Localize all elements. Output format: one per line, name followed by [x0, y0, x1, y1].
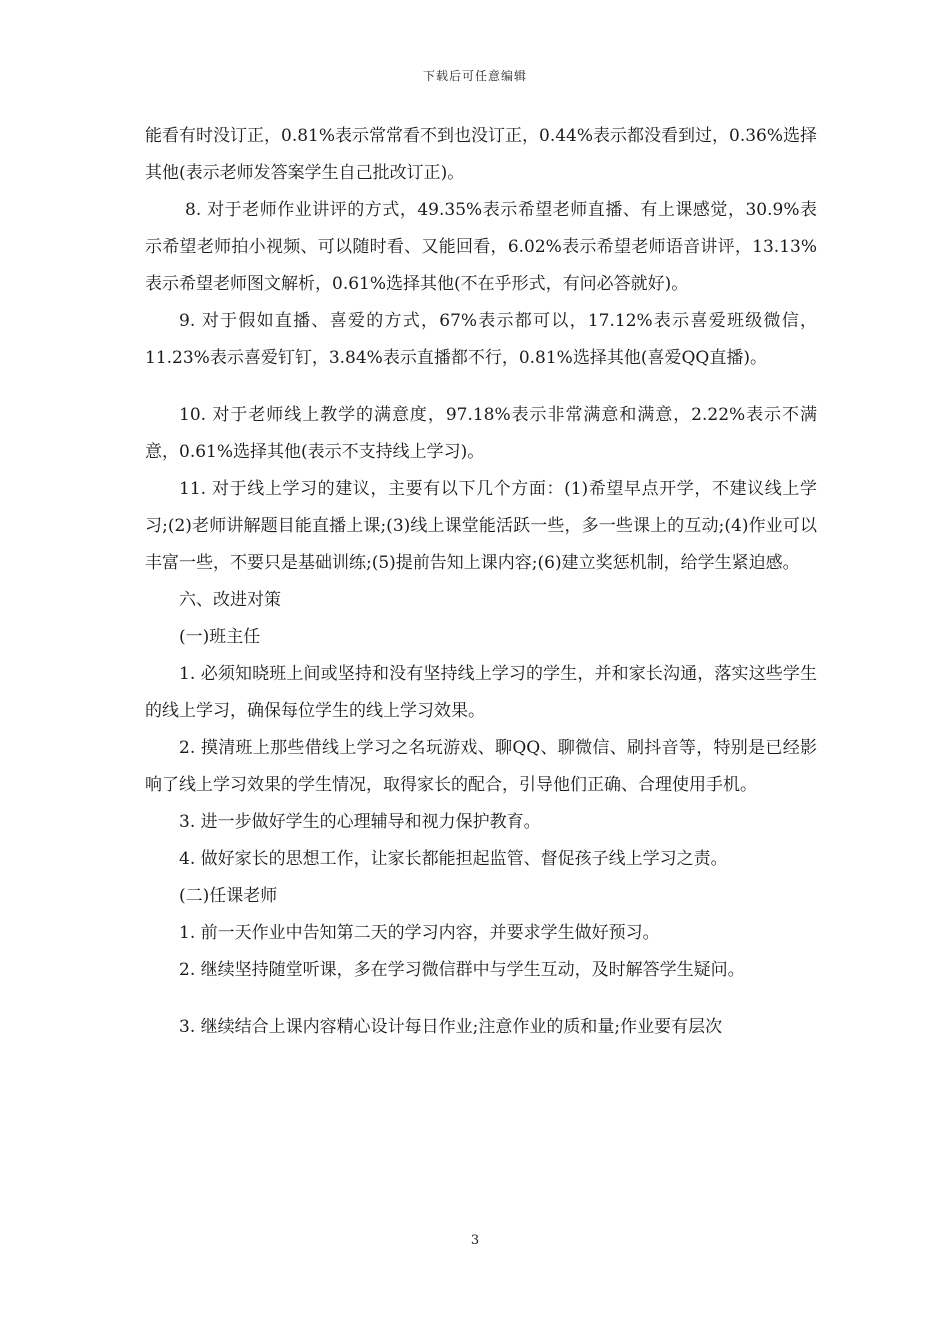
paragraph-subject-item-3: 3. 继续结合上课内容精心设计每日作业;注意作业的质和量;作业要有层次 — [179, 1017, 723, 1037]
paragraph-continuation: 能看有时没订正，0.81%表示常常看不到也没订正，0.44%表示都没看到过，0.36%选择其他(表示老师发答案学生自己批改订正)。 — [145, 126, 818, 183]
paragraph-teacher-item-2: 2. 摸清班上那些借线上学习之名玩游戏、聊QQ、聊微信、刷抖音等，特别是已经影响了线上学习效果的学生情况，取得家长的配合，引导他们正确、合理使用手机。 — [145, 738, 817, 795]
paragraph-item-9: 9. 对于假如直播、喜爱的方式，67%表示都可以，17.12%表示喜爱班级微信，11.23%表示喜爱钉钉，3.84%表示直播都不行，0.81%选择其他(喜爱QQ直播)。 — [145, 311, 817, 368]
page-number: 3 — [470, 1233, 480, 1248]
paragraph-item-8: 8. 对于老师作业讲评的方式，49.35%表示希望老师直播、有上课感觉，30.9%表示希望老师拍小视频、可以随时看、又能回看，6.02%表示希望老师语音讲评，13.13%表示希望老师图文解析，0.61%选择其他(不在乎形式，有问必答就好)。 — [145, 200, 817, 294]
subsection-heading-subject-teacher: (二)任课老师 — [179, 886, 278, 906]
paragraph-item-10: 10. 对于老师线上教学的满意度，97.18%表示非常满意和满意，2.22%表示不满意，0.61%选择其他(表示不支持线上学习)。 — [145, 405, 817, 462]
paragraph-item-11: 11. 对于线上学习的建议，主要有以下几个方面：(1)希望早点开学，不建议线上学习;(2)老师讲解题目能直播上课;(3)线上课堂能活跃一些，多一些课上的互动;(4)作业可以丰富一些，不要只是基础训练;(5)提前告知上课内容;(6)建立奖惩机制，给学生紧迫感。 — [145, 479, 817, 573]
subsection-heading-head-teacher: (一)班主任 — [179, 627, 261, 647]
paragraph-subject-item-1: 1. 前一天作业中告知第二天的学习内容，并要求学生做好预习。 — [179, 923, 660, 943]
paragraph-teacher-item-4: 4. 做好家长的思想工作，让家长都能担起监管、督促孩子线上学习之责。 — [179, 849, 728, 869]
paragraph-subject-item-2: 2. 继续坚持随堂听课，多在学习微信群中与学生互动，及时解答学生疑问。 — [179, 960, 745, 980]
paragraph-teacher-item-1: 1. 必须知晓班上间或坚持和没有坚持线上学习的学生，并和家长沟通，落实这些学生的线上学习，确保每位学生的线上学习效果。 — [145, 664, 817, 721]
paragraph-teacher-item-3: 3. 进一步做好学生的心理辅导和视力保护教育。 — [179, 812, 541, 832]
document-body — [145, 118, 817, 1046]
page-header: 下载后可任意编辑 — [422, 69, 527, 83]
section-heading-six: 六、改进对策 — [179, 590, 281, 610]
